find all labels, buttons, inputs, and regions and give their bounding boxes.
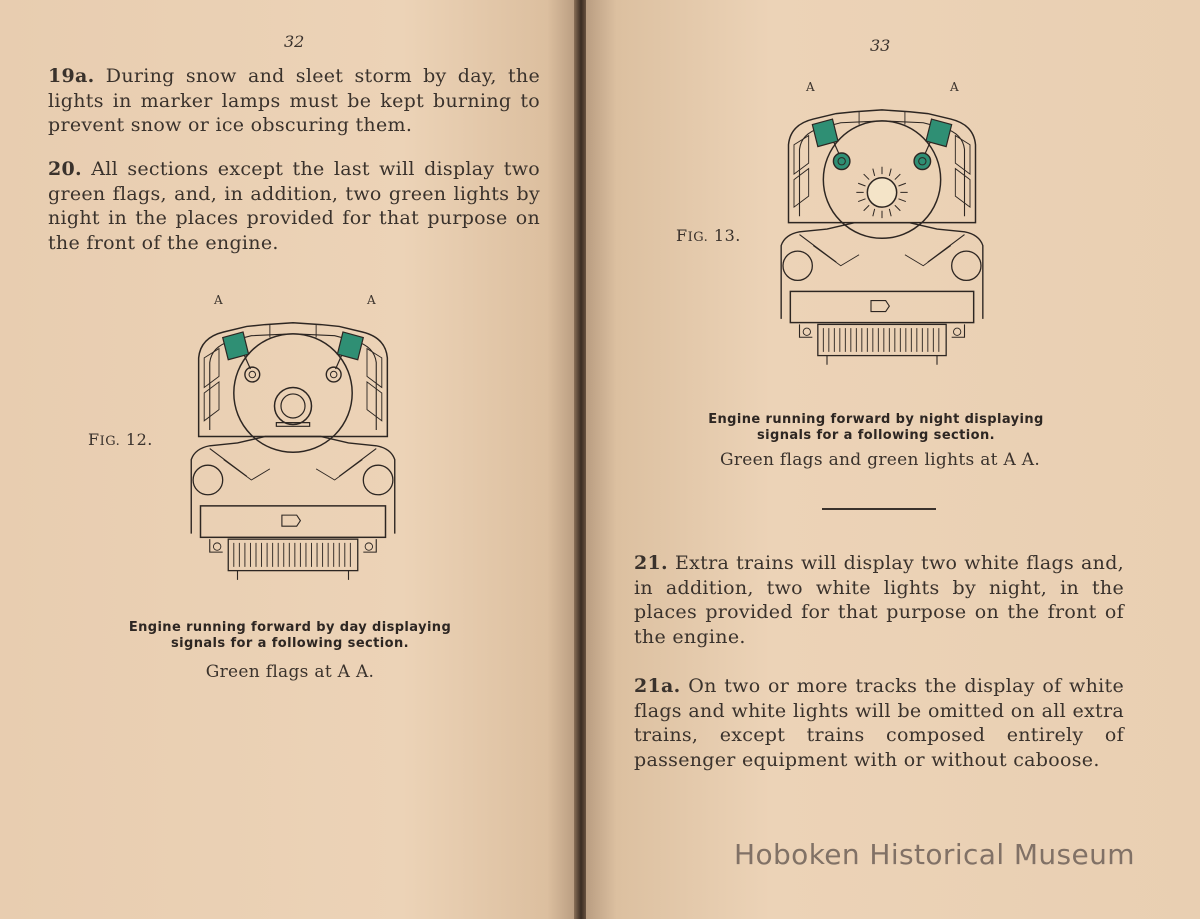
figure-caption-line: signals for a following section.: [757, 428, 995, 443]
figure-label: [88, 430, 153, 449]
right-page: [586, 0, 1200, 919]
figure-label-number: 13.: [713, 226, 741, 245]
figure-caption-line: Engine running forward by day displaying: [128, 620, 452, 635]
figure-subcaption: Green flags and green lights at A A.: [719, 450, 1041, 470]
figure-label-initial: F: [676, 226, 688, 245]
figure-subcaption: Green flags at A A.: [205, 662, 375, 682]
rule-number: 21.: [634, 552, 668, 574]
rule-text: During snow and sleet storm by day, the lights in marker lamps must be kept burning to prevent snow or ice obscuring them.: [48, 65, 540, 136]
rule-text: On two or more tracks the display of white flags and white lights will be omitted on all extra trains, except trains composed entirely of passenger equipment with or without caboose.: [634, 675, 1124, 771]
figure-label-initial: F: [88, 430, 100, 449]
figure-label-caps: IG.: [99, 434, 121, 449]
rule-number: 20.: [48, 158, 82, 180]
paragraph-21: [634, 551, 1124, 649]
figure-label-caps: IG.: [687, 230, 709, 245]
rule-number: 19a.: [48, 65, 95, 87]
locomotive-night-illustration: [772, 96, 992, 386]
rule-number: 21a.: [634, 675, 681, 697]
rule-text: Extra trains will display two white flags and, in addition, two white lights by night, in the places provided for that purpose on the front of the engine.: [634, 552, 1125, 648]
marker-a-left: A: [214, 293, 223, 307]
museum-watermark: Hoboken Historical Museum: [734, 838, 1135, 871]
page-number: 32: [284, 32, 305, 51]
marker-a-right: A: [367, 293, 376, 307]
section-divider: [822, 508, 936, 510]
paragraph-20: [48, 157, 540, 255]
paragraph-21a: [634, 674, 1124, 772]
figure-caption-line: Engine running forward by night displaying: [708, 412, 1044, 427]
figure-caption: [70, 620, 510, 652]
paragraph-19a: [48, 64, 540, 138]
page-number: 33: [870, 36, 891, 55]
rule-text: All sections except the last will display two green flags, and, in addition, two green lights by night in the places provided for that purpose on the front of the engine.: [48, 158, 540, 254]
figure-caption: [666, 412, 1086, 444]
left-page: [0, 0, 576, 919]
figure-label: [676, 226, 741, 245]
figure-label-number: 12.: [125, 430, 153, 449]
locomotive-day-illustration: [182, 308, 404, 602]
marker-a-left: A: [806, 80, 815, 94]
figure-caption-line: signals for a following section.: [171, 636, 409, 651]
marker-a-right: A: [950, 80, 959, 94]
